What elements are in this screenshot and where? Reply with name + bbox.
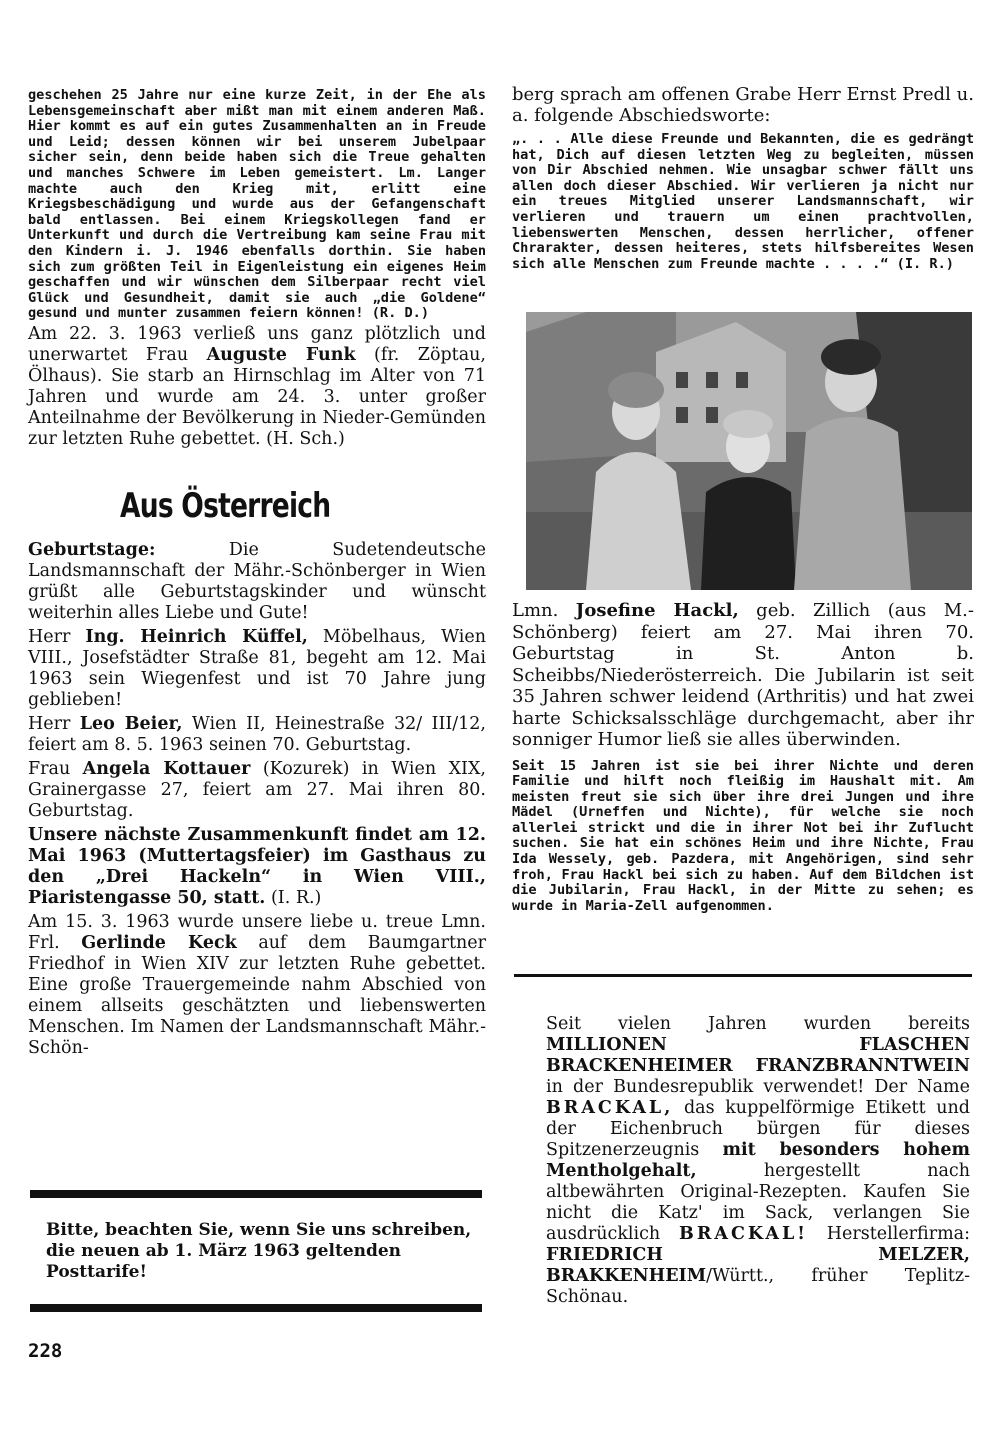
postage-notice: Bitte, beachten Sie, wenn Sie uns schreiben, die neuen ab 1. März 1963 geltenden Posttarife! [46,1220,472,1282]
photo-image [526,312,972,590]
page-number: 228 [28,1340,63,1362]
caption-details: Seit 15 Jahren ist sie bei ihrer Nichte und deren Familie und hilft noch fleißig im Haushalt mit. Am meisten freut sie sich über ihre drei Jungen und ihre Mädel (Urneffen und Nichte), für welche sie noch allerlei strickt und die in ihrer Not bei ihr Zuflucht suchen. Sie hat ein schönes Heim und ihre Nichte, Frau Ida Wessely, geb. Pazdera, mit Angehörigen, sind sehr froh, Frau Hackl bei sich zu haben. Auf dem Bildchen ist die Jubilarin, Frau Hackl, in der Mitte zu sehen; es wurde in Maria-Zell aufgenommen. [512,757,974,914]
meeting-announcement: Unsere nächste Zusammenkunft findet am 12. Mai 1963 (Muttertagsfeier) im Gasthaus zu den „Drei Hackeln“ in Wien VIII., Piaristengasse 50, statt. (I. R.) [28,824,486,908]
section-heading: Aus Österreich [120,485,331,526]
birthdays-intro: Geburtstage: Die Sudetendeutsche Landsmannschaft der Mähr.-Schönberger in Wien grüßt alle Geburtstagskinder und wünscht weiterhin alles Liebe und Gute! [28,539,486,623]
obituary-keck: Am 15. 3. 1963 wurde unsere liebe u. treue Lmn. Frl. Gerlinde Keck auf dem Baumgartner Friedhof in Wien XIV zur letzten Ruhe gebettet. Eine große Trauergemeinde nahm Abschied von einem allseits geschätzten und liebenswerten Menschen. Im Namen der Landsmannschaft Mähr.-Schön- [28,911,486,1058]
divider-right [514,974,972,977]
group-photo [526,312,972,590]
divider-bottom [30,1304,482,1312]
right-column-top [512,84,974,272]
right-column-middle [512,600,974,914]
left-column [28,88,486,1062]
birthday-kueffel: Herr Ing. Heinrich Küffel, Möbelhaus, Wien VIII., Josefstädter Straße 81, begeht am 12. Mai 1963 sein Wiegenfest und ist 70 Jahre jung geblieben! [28,626,486,710]
divider-top [30,1190,482,1198]
birthday-kottauer: Frau Angela Kottauer (Kozurek) in Wien XIX, Grainergasse 27, feiert am 27. Mai ihren 80. Geburtstag. [28,758,486,821]
name-auguste-funk: Auguste Funk [206,344,356,365]
obituary-funk: Am 22. 3. 1963 verließ uns ganz plötzlich und unerwartet Frau Auguste Funk (fr. Zöptau, Ölhaus). Sie starb an Hirnschlag im Alter von 71 Jahren und wurde am 24. 3. unter großer Anteilnahme der Bevölkerung in Nieder-Gemünden zur letzten Ruhe gebettet. (H. Sch.) [28,323,486,449]
farewell-speech: „. . . Alle diese Freunde und Bekannten, die es gedrängt hat, Dich auf diesen letzten Weg zu begleiten, müssen von Dir Abschied nehmen. Wie unsagbar schwer fällt uns allen doch dieser Abschied. Wir verlieren ja nicht nur ein treues Mitglied unserer Landsmannschaft, wir verlieren und trauern um einen prachtvollen, liebenswerten Menschen, dessen herrlicher, offener Chrarakter, dessen heiteres, stets hilfsbereites Wesen sich alle Menschen zum Freunde machte . . . .“ (I. R.) [512,131,974,272]
photo-caption: Lmn. Josefine Hackl, geb. Zillich (aus M.-Schönberg) feiert am 27. Mai ihren 70. Geburtstag in St. Anton b. Scheibbs/Niederösterreich. Die Jubilarin ist seit 35 Jahren schwer leidend (Arthritis) und hat zwei harte Schicksalsschläge durchgemacht, aber ihr sonniger Humor ließ sie alles überwinden. [512,600,974,750]
silver-wedding-article: geschehen 25 Jahre nur eine kurze Zeit, in der Ehe als Lebensgemeinschaft aber mißt man mit einem anderen Maß. Hier kommt es auf ein gutes Zusammenhalten an in Freude und Leid; dessen können wir bei unserem Jubelpaar sicher sein, denn beide haben sich die Treue gehalten und manches Schwere im Leben gemeistert. Lm. Langer machte auch den Krieg mit, erlitt eine Kriegsbeschädigung und wurde aus der Gefangenschaft bald entlassen. Bei einem Kriegskollegen fand er Unterkunft und durch die Vertreibung kam seine Frau mit den Kindern i. J. 1946 ebenfalls dorthin. Sie haben sich zum größten Teil in Eigenleistung ein eigenes Heim geschaffen und wir wünschen dem Silberpaar recht viel Glück und Gesundheit, damit sie auch „die Goldene“ gesund und munter zusammen feiern können! (R. D.) [28,87,486,322]
brackal-advertisement: Seit vielen Jahren wurden bereits MILLIONEN FLASCHEN BRACKENHEIMER FRANZBRANNTWEIN in der Bundesrepublik verwendet! Der Name BRACKAL, das kuppelförmige Etikett und der Eichenbruch bürgen für dieses Spitzenerzeugnis mit besonders hohem Mentholgehalt, hergestellt nach altbewährten Original-Rezepten. Kaufen Sie nicht die Katz' im Sack, verlangen Sie ausdrücklich BRACKAL! Herstellerfirma: FRIEDRICH MELZER, BRAKKENHEIM/Württ., früher Teplitz-Schönau. [546,1014,970,1307]
funeral-speech-intro: berg sprach am offenen Grabe Herr Ernst Predl u. a. folgende Abschiedsworte: [512,84,974,126]
birthday-beier: Herr Leo Beier, Wien II, Heinestraße 32/ III/12, feiert am 8. 5. 1963 seinen 70. Geburtstag. [28,713,486,755]
